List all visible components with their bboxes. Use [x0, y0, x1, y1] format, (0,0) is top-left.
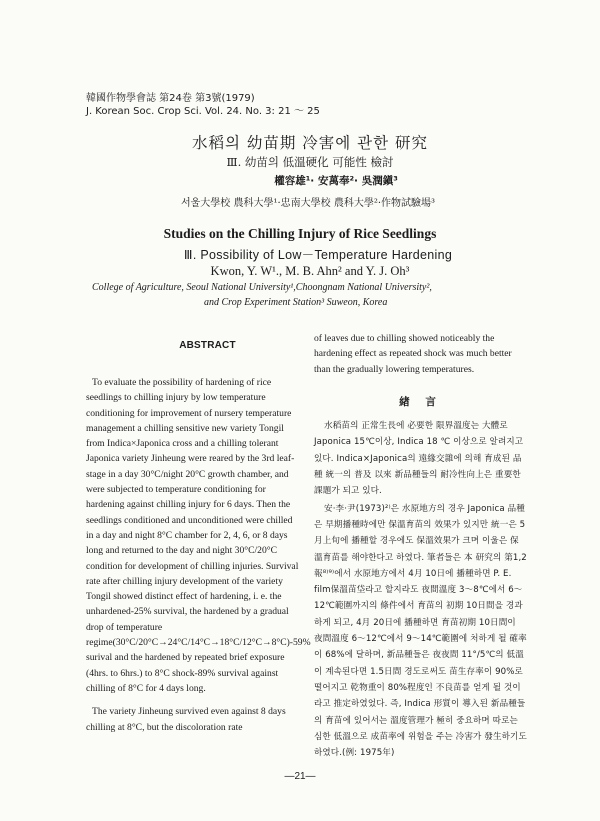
abstract-paragraph-2: The variety Jinheung survived even against 8 days chilling at 8°C, but the discoloration rate	[86, 706, 286, 733]
korean-title: 水稻의 幼苗期 冷害에 관한 研究	[191, 134, 429, 152]
introduction-body	[314, 418, 527, 761]
english-subtitle: Ⅲ. Possibility of Low－Temperature Hardening	[183, 248, 453, 262]
page-number: —21—	[284, 771, 316, 782]
introduction-heading: 緖 言	[399, 395, 442, 408]
right-column	[314, 331, 527, 761]
journal-header	[86, 92, 320, 118]
english-authors: Kwon, Y. W¹., M. B. Ahn² and Y. J. Oh³	[210, 264, 410, 278]
abstract-heading: ABSTRACT	[179, 340, 236, 351]
left-column	[86, 340, 311, 735]
korean-authors: 權容雄¹· 安萬奉²· 吳潤鎭³	[274, 175, 398, 187]
journal-header-korean: 韓國作物學會誌 第24卷 第3號(1979)	[86, 93, 255, 104]
introduction-paragraph-2: 安·李·尹(1973)²⁾은 水原地方의 경우 Japonica 品種은 早期播種時에만 保溫育苗의 效果가 있지만 統一은 5月上旬에 播種할 경우에도 保溫效果가 크며 이울은 保溫育苗를 해야한다고 하였다. 筆者들은 本 研究의 第1,2 報⁸⁾⁹⁾에서 水原地方에서 4月 10日에 播種하면 P. E. film保溫苗垈라고 할지라도 夜間溫度 3～8℃에서 6～12℃範圍까지의 條件에서 育苗의 初期 10日間을 경과하게 되고, 4月 20日에 播種하면 育苗初期 10日間이 夜間溫度 6～12℃에서 9～14℃範圍에 처하게 될 確率이 68%에 달하며, 新品種들은 夜夜間 11°/5℃의 低溫이 계속된다면 1.5日間 경도로써도 苗生存率이 90%로 떨어지고 乾物重이 80%程度인 不良苗를 얻게 될 것이라고 推定하였었다. 즉, Indica 形質이 導入된 新品種들의 育苗에 있어서는 溫度管理가 極히 중요하며 따로는 심한 低溫으로 成苗率에 위험을 주는 冷害가 發生하기도 하였다.(例: 1975年)	[314, 503, 527, 759]
korean-affiliations: 서울大學校 農科大學¹·忠南大學校 農科大學²·作物試驗場³	[180, 198, 436, 209]
korean-subtitle: Ⅲ. 幼苗의 低溫硬化 可能性 檢討	[226, 155, 394, 169]
abstract-continuation: of leaves due to chilling showed noticeably the hardening effect as repeated shock was much better than the gradually lowering temperatures.	[314, 333, 512, 375]
abstract-body	[86, 375, 311, 735]
affiliation-line-2: and Crop Experiment Station³ Suweon, Korea	[204, 297, 388, 308]
abstract-paragraph-1: To evaluate the possibility of hardening of rice seedlings to chilling injury by low temperature conditioning for improvement of nursery temperature management a chilling sensitive new variety Tongil from Indica×Japonica cross and a chilling tolerant Japonica variety Jinheung were reared by the 3rd leaf-stage in a day 30°C/night 20°C growth chamber, and were subjected to temperature conditioning for hardening against chilling injury for 6 days. Then the seedlings conditioned and unconditioned were chilled in a day and night 8°C chamber for 2, 4, 6, or 8 days long and returned to the day and night 30°C/20°C condition for development of chilling injuries. Survival rate after chilling injury development of the variety Tongil showed distinct effect of hardening, i. e. the unhardened-25% survival, the hardened by a gradual drop of temperature regime(30°C/20°C→24°C/14°C→18°C/12°C→8°C)-59% surival and the hardened by repeated brief exposure (4hrs. to 6hrs.) to 8°C shock-89% survival against chilling of 8°C for 4 days long.	[86, 377, 311, 694]
english-title: Studies on the Chilling Injury of Rice Seedlings	[163, 226, 437, 241]
affiliation-line-1: College of Agriculture, Seoul National University¹,Choongnam National University²,	[92, 282, 432, 293]
english-affiliations	[92, 280, 552, 310]
journal-header-english: J. Korean Soc. Crop Sci. Vol. 24. No. 3: 21 ～ 25	[86, 106, 320, 117]
introduction-paragraph-1: 水稻苗의 正常生長에 必要한 限界溫度는 大體로 Japonica 15℃이상, Indica 18 ℃ 이상으로 알려지고 있다. Indica×Japonica의 遠緣交雜에 의해 育成된 品種 統一의 普及 以來 新品種들의 耐冷性向上은 重要한 課題가 되고 있다.	[314, 421, 524, 497]
